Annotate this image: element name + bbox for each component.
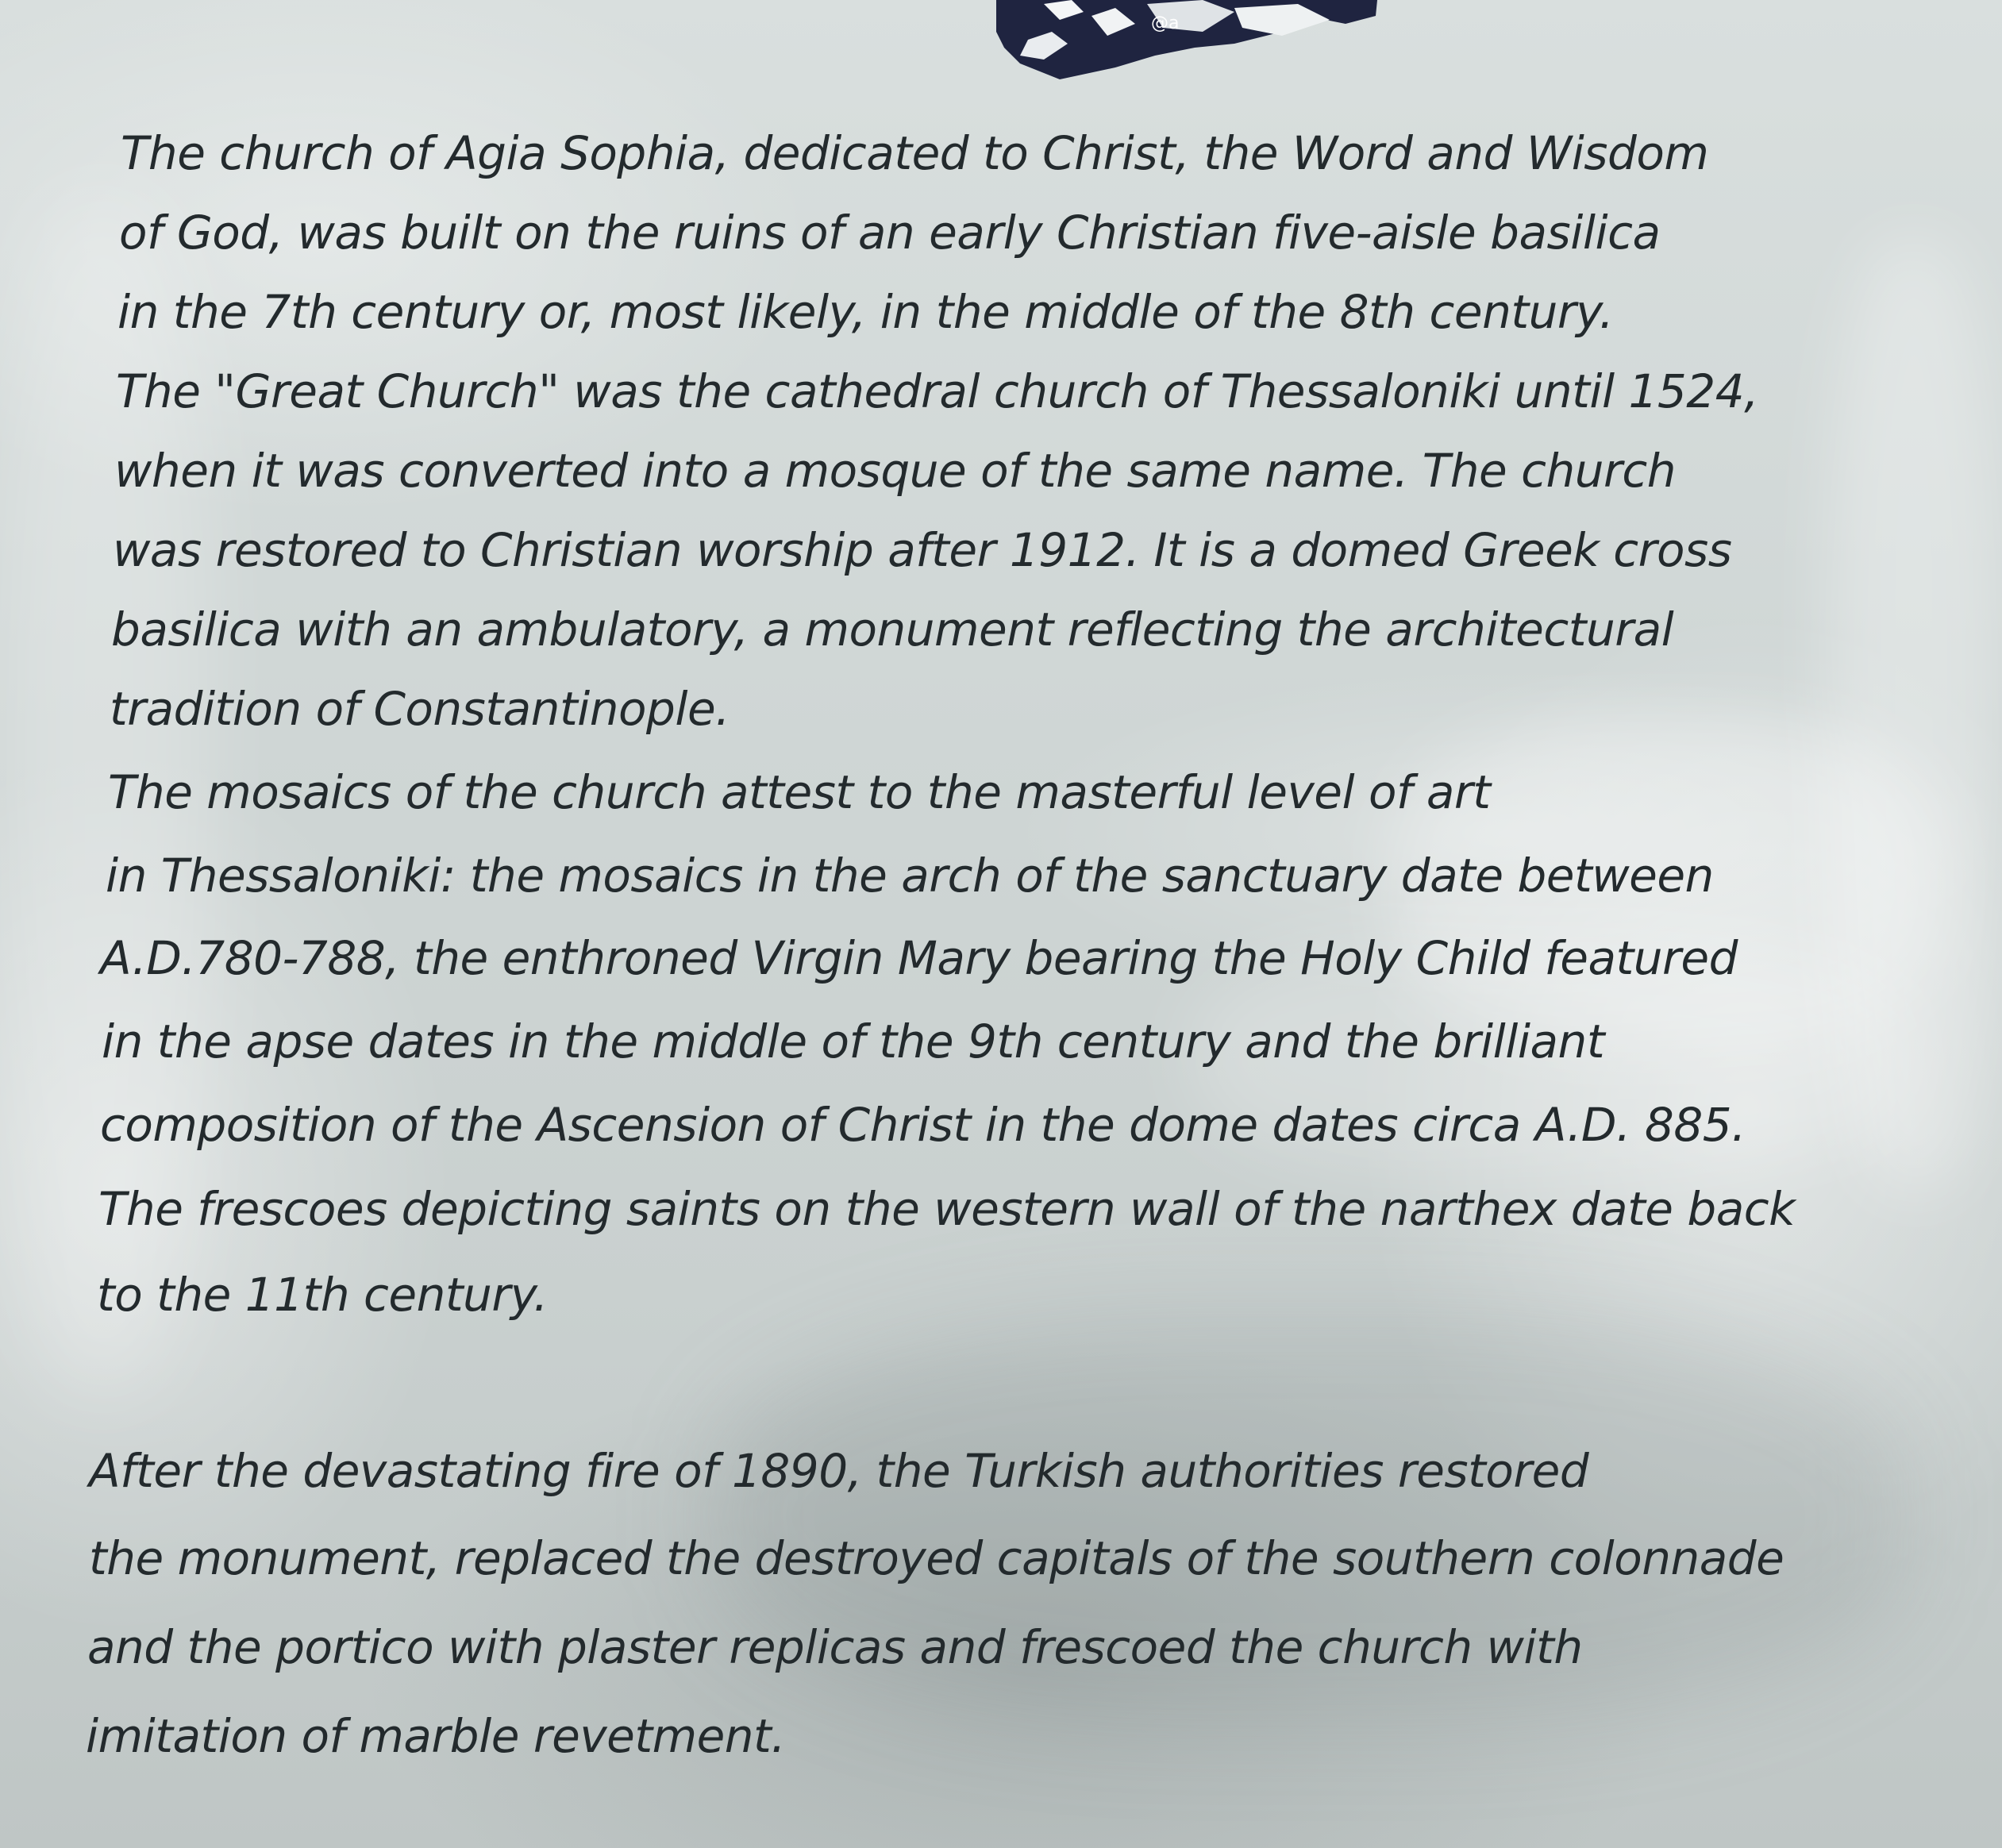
text-line: and the portico with plaster replicas and frescoed the church with [87, 1620, 1583, 1674]
text-line: in the apse dates in the middle of the 9th century and the brilliant [102, 1014, 1605, 1068]
text-line: in the 7th century or, most likely, in the middle of the 8th century. [117, 285, 1614, 339]
text-line: imitation of marble revetment. [86, 1709, 786, 1763]
text-line: the monument, replaced the destroyed capitals of the southern colonnade [89, 1531, 1784, 1585]
text-line: to the 11th century. [97, 1268, 548, 1322]
text-line: The "Great Church" was the cathedral church of Thessaloniki until 1524, [116, 364, 1759, 418]
text-line: tradition of Constantinople. [110, 682, 730, 736]
text-line: composition of the Ascension of Christ in the dome dates circa A.D. 885. [100, 1098, 1746, 1152]
text-line: in Thessaloniki: the mosaics in the arch of the sanctuary date between [106, 849, 1714, 903]
text-line: The mosaics of the church attest to the masterful level of art [108, 765, 1491, 819]
text-line: when it was converted into a mosque of the same name. The church [114, 444, 1676, 498]
text-line: The church of Agia Sophia, dedicated to Christ, the Word and Wisdom [121, 126, 1709, 180]
text-line: was restored to Christian worship after 1912. It is a domed Greek cross [113, 523, 1732, 577]
sticker-text: @a [1151, 13, 1180, 33]
text-line: The frescoes depicting saints on the western wall of the narthex date back [98, 1182, 1796, 1236]
text-line: of God, was built on the ruins of an early Christian five-aisle basilica [119, 206, 1661, 260]
text-line: A.D.780-788, the enthroned Virgin Mary bearing the Holy Child featured [100, 931, 1738, 985]
text-line: basilica with an ambulatory, a monument reflecting the architectural [111, 603, 1674, 656]
text-line: After the devastating fire of 1890, the Turkish authorities restored [89, 1444, 1589, 1498]
